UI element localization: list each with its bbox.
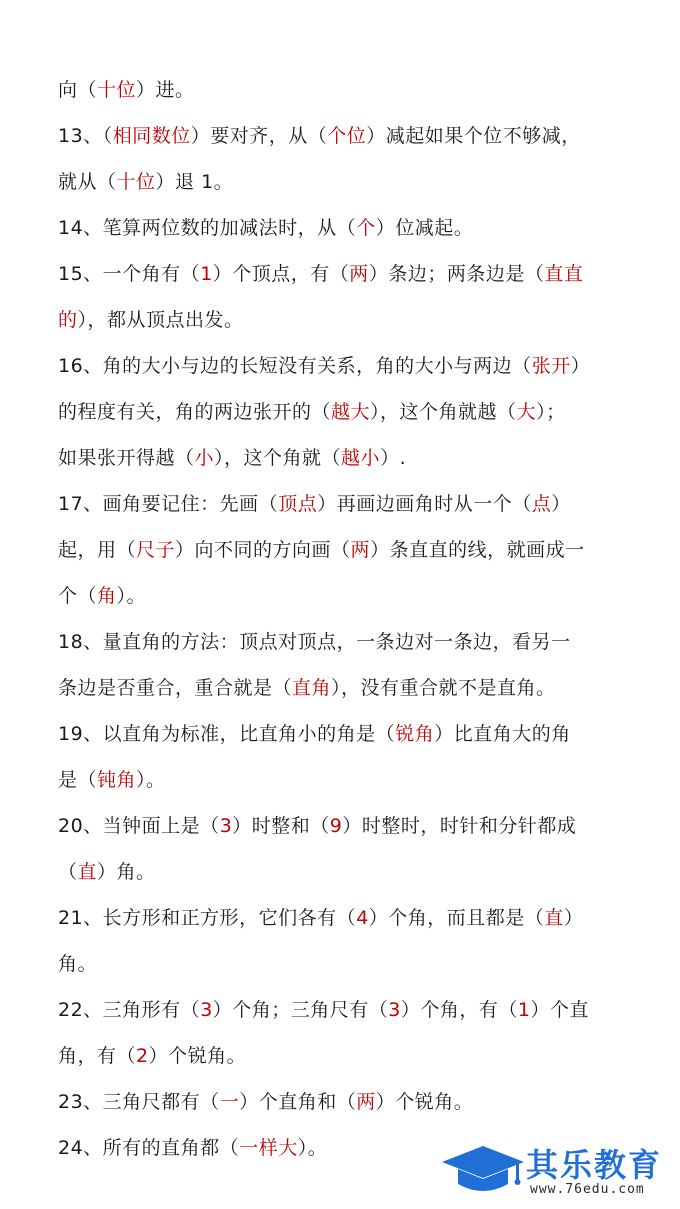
line-text: ），这个角就（: [214, 447, 342, 469]
line-text: 15、一个角有（: [58, 263, 201, 285]
answer-text: 相同数位: [112, 125, 191, 147]
line-text: 13、（: [58, 125, 113, 147]
logo-name: 其乐教育: [526, 1146, 663, 1184]
text-line: [58, 904, 583, 932]
line-text: ）个顶点，有（: [212, 263, 350, 285]
answer-text: 锐角: [395, 723, 435, 745]
text-line: [58, 812, 576, 840]
answer-text: 顶点: [278, 493, 318, 515]
answer-text: 张开: [531, 355, 571, 377]
line-text: ）个角；三角尺有（: [212, 999, 389, 1021]
text-line: [58, 168, 233, 196]
answer-text: 4: [356, 907, 369, 929]
answer-text: 越小: [341, 447, 381, 469]
answer-text: 个: [356, 217, 376, 239]
answer-text: 两: [349, 263, 369, 285]
answer-text: 一: [219, 1091, 240, 1113]
answer-text: 一样大: [239, 1137, 298, 1159]
answer-text: 两: [350, 539, 371, 561]
answer-text: 3: [219, 815, 233, 837]
line-text: ）时整和（: [232, 815, 330, 837]
line-text: ）向不同的方向画（: [175, 539, 351, 561]
text-line: [58, 76, 195, 104]
answer-text: 2: [136, 1045, 149, 1067]
text-line: [58, 950, 97, 978]
line-text: ），都从顶点出发。: [77, 309, 244, 331]
text-line: [58, 444, 406, 472]
line-text: 21、长方形和正方形，它们各有（: [58, 907, 357, 929]
line-text: 18、量直角的方法：顶点对顶点，一条边对一条边，看另一: [58, 631, 571, 653]
answer-text: 越大: [331, 401, 371, 423]
line-text: ）个直角和（: [239, 1091, 357, 1113]
line-text: ）时整时，时针和分针都成: [342, 815, 577, 837]
line-text: 如果张开得越（: [58, 447, 195, 469]
text-line: [58, 996, 589, 1024]
line-text: ），这个角就越（: [370, 401, 517, 423]
line-text: ）退 1。: [155, 171, 234, 193]
line-text: 14、笔算两位数的加减法时，从（: [58, 217, 357, 239]
text-line: [58, 582, 146, 610]
line-text: ）。: [297, 1137, 328, 1159]
answer-text: 角: [97, 585, 117, 607]
answer-text: 直直: [544, 263, 584, 285]
text-line: [58, 214, 473, 242]
line-text: 20、当钟面上是（: [58, 815, 220, 837]
text-line: [58, 766, 166, 794]
answer-text: 钝角: [97, 769, 137, 791]
answer-text: 3: [388, 999, 401, 1021]
answer-text: 1: [517, 999, 531, 1021]
line-text: 是（: [58, 769, 98, 791]
answer-text: 9: [329, 815, 343, 837]
line-text: 22、三角形有（: [58, 999, 201, 1021]
line-text: ）角。: [97, 861, 156, 883]
line-text: ）；: [536, 401, 566, 423]
text-line: [58, 1088, 473, 1116]
text-line: [58, 628, 571, 656]
line-text: ）要对齐，从（: [190, 125, 328, 147]
text-line: [58, 352, 590, 380]
answer-text: 十位: [97, 79, 137, 101]
line-text: ）: [563, 907, 584, 929]
line-text: 个（: [58, 585, 98, 607]
line-text: ）比直角大的角: [434, 723, 571, 745]
line-text: ）条直直的线，就画成一: [370, 539, 585, 561]
line-text: 角，有（: [58, 1045, 137, 1067]
text-line: [58, 398, 566, 426]
watermark-logo: [438, 1138, 674, 1202]
text-line: [58, 306, 244, 334]
line-text: ）个角，而且都是（: [368, 907, 545, 929]
line-text: ）: [570, 355, 591, 377]
answer-text: 两: [356, 1091, 376, 1113]
line-text: 23、三角尺都有（: [58, 1091, 220, 1113]
line-text: ）进。: [136, 79, 195, 101]
line-text: ）位减起。: [375, 217, 474, 239]
text-line: [58, 1042, 246, 1070]
answer-text: 直: [544, 907, 564, 929]
line-text: ）: [551, 493, 571, 515]
text-line: [58, 858, 156, 886]
line-text: ）.: [380, 447, 407, 469]
line-text: ）。: [136, 769, 166, 791]
line-text: 16、角的大小与边的长短没有关系，角的大小与两边（: [58, 355, 532, 377]
line-text: 向（: [58, 79, 98, 101]
line-text: ）减起如果个位不够减，: [366, 125, 581, 147]
line-text: 24、所有的直角都（: [58, 1137, 240, 1159]
answer-text: 十位: [116, 171, 156, 193]
answer-text: 点: [531, 493, 552, 515]
line-text: 17、画角要记住：先画（: [58, 493, 279, 515]
answer-text: 小: [194, 447, 215, 469]
line-text: ）个锐角。: [375, 1091, 474, 1113]
line-text: ）个角，有（: [400, 999, 518, 1021]
text-line: [58, 490, 571, 518]
text-line: [58, 720, 571, 748]
answer-text: 3: [200, 999, 213, 1021]
answer-text: 直角: [292, 677, 332, 699]
logo-url: www.76edu.com: [530, 1182, 645, 1197]
line-text: （: [58, 861, 78, 883]
line-text: 19、以直角为标准，比直角小的角是（: [58, 723, 396, 745]
answer-text: 大: [516, 401, 537, 423]
text-line: [58, 674, 556, 702]
line-text: ），没有重合就不是直角。: [331, 677, 556, 699]
line-text: ）条边；两条边是（: [368, 263, 545, 285]
text-line: [58, 122, 581, 150]
line-text: ）。: [116, 585, 147, 607]
text-line: [58, 1134, 327, 1162]
line-text: 就从（: [58, 171, 117, 193]
graduation-cap-icon: [438, 1138, 528, 1202]
answer-text: 1: [200, 263, 213, 285]
answer-text: 的: [58, 309, 78, 331]
line-text: ）个锐角。: [148, 1045, 247, 1067]
answer-text: 尺子: [136, 539, 176, 561]
text-line: [58, 536, 585, 564]
line-text: ）个直: [530, 999, 590, 1021]
line-text: 角。: [58, 953, 98, 975]
line-text: 起，用（: [58, 539, 137, 561]
answer-text: 直: [77, 861, 98, 883]
line-text: 条边是否重合，重合就是（: [58, 677, 293, 699]
line-text: ）再画边画角时从一个（: [317, 493, 532, 515]
answer-text: 个位: [327, 125, 367, 147]
line-text: 的程度有关，角的两边张开的（: [58, 401, 332, 423]
text-line: [58, 260, 583, 288]
